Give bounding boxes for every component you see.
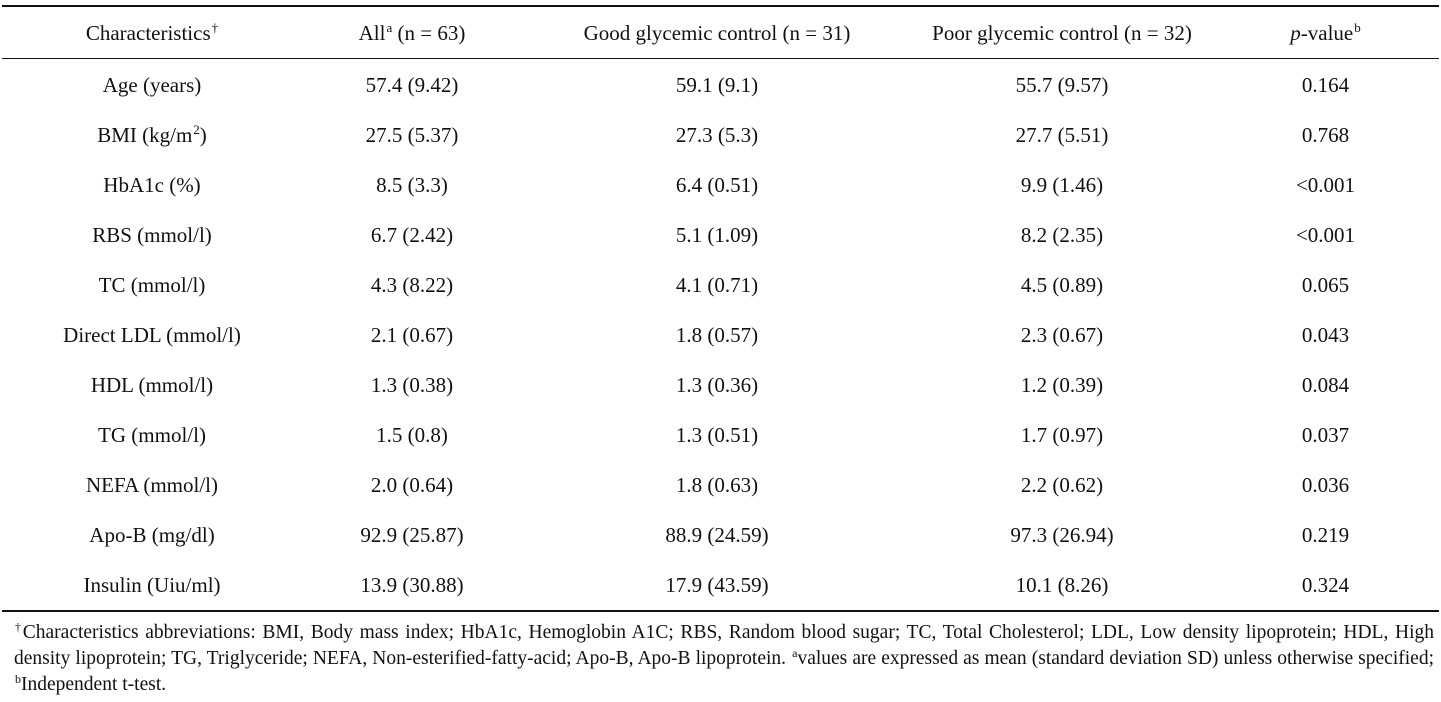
- cell-p-value: <0.001: [1295, 172, 1356, 197]
- table-row: [2, 410, 1439, 460]
- table-header-row: [2, 8, 1439, 58]
- cell-poor-control: 1.2 (0.39): [1020, 372, 1104, 397]
- cell-p-value: 0.036: [1301, 472, 1350, 497]
- cell-good-control: 5.1 (1.09): [675, 222, 759, 247]
- cell-good-control: 6.4 (0.51): [675, 172, 759, 197]
- cell-p-value: <0.001: [1295, 222, 1356, 247]
- cell-poor-control: 2.2 (0.62): [1020, 472, 1104, 497]
- cell-poor-control: 4.5 (0.89): [1020, 272, 1104, 297]
- cell-all: 2.0 (0.64): [370, 472, 454, 497]
- cell-p-value: 0.219: [1301, 522, 1350, 547]
- header-characteristics: Characteristics †: [85, 20, 219, 45]
- header-all: All $^a$ (n = 63): [358, 20, 466, 45]
- cell-poor-control: 10.1 (8.26): [1015, 572, 1109, 597]
- cell-poor-control: 55.7 (9.57): [1015, 72, 1109, 97]
- cell-p-value: 0.164: [1301, 72, 1350, 97]
- row-label: BMI (kg/m $^2$ ): [97, 122, 207, 147]
- cell-good-control: 4.1 (0.71): [675, 272, 759, 297]
- cell-p-value: 0.065: [1301, 272, 1350, 297]
- cell-all: 13.9 (30.88): [360, 572, 464, 597]
- cell-all: 1.3 (0.38): [370, 372, 454, 397]
- cell-poor-control: 1.7 (0.97): [1020, 422, 1104, 447]
- cell-poor-control: 8.2 (2.35): [1020, 222, 1104, 247]
- cell-poor-control: 2.3 (0.67): [1020, 322, 1104, 347]
- row-label: NEFA (mmol/l): [85, 472, 219, 497]
- cell-all: 27.5 (5.37): [365, 122, 459, 147]
- header-good-control: Good glycemic control (n = 31): [583, 20, 851, 45]
- cell-good-control: 1.3 (0.51): [675, 422, 759, 447]
- cell-good-control: 1.8 (0.63): [675, 472, 759, 497]
- cell-p-value: 0.043: [1301, 322, 1350, 347]
- cell-good-control: 1.8 (0.57): [675, 322, 759, 347]
- row-label: Age (years): [102, 72, 202, 97]
- cell-all: 2.1 (0.67): [370, 322, 454, 347]
- table-row: [2, 110, 1439, 160]
- row-label: HbA1c (%): [103, 172, 201, 197]
- header-poor-control: Poor glycemic control (n = 32): [932, 20, 1192, 45]
- table-top-rule: [2, 5, 1439, 7]
- table-row: [2, 560, 1439, 610]
- cell-all: 8.5 (3.3): [376, 172, 448, 197]
- cell-good-control: 59.1 (9.1): [675, 72, 759, 97]
- row-label: HDL (mmol/l): [90, 372, 214, 397]
- table-header-rule: [2, 58, 1439, 59]
- cell-all: 4.3 (8.22): [370, 272, 454, 297]
- cell-poor-control: 97.3 (26.94): [1010, 522, 1114, 547]
- table-row: [2, 260, 1439, 310]
- cell-good-control: 27.3 (5.3): [675, 122, 759, 147]
- row-label: Apo-B (mg/dl): [89, 522, 215, 547]
- cell-p-value: 0.324: [1301, 572, 1350, 597]
- table-bottom-rule: [2, 610, 1439, 612]
- row-label: TC (mmol/l): [98, 272, 206, 297]
- table-row: [2, 360, 1439, 410]
- cell-good-control: 17.9 (43.59): [665, 572, 769, 597]
- row-label: TG (mmol/l): [98, 422, 206, 447]
- table-row: [2, 510, 1439, 560]
- row-label: RBS (mmol/l): [92, 222, 212, 247]
- cell-poor-control: 9.9 (1.46): [1020, 172, 1104, 197]
- cell-p-value: 0.084: [1301, 372, 1350, 397]
- cell-all: 1.5 (0.8): [376, 422, 448, 447]
- table-row: [2, 310, 1439, 360]
- cell-good-control: 88.9 (24.59): [665, 522, 769, 547]
- cell-all: 92.9 (25.87): [360, 522, 464, 547]
- table-footnote: †Characteristics abbreviations: BMI, Body mass index; HbA1c, Hemoglobin A1C; RBS, Random blood sugar; TC, Total Cholesterol; LDL, Low density lipoprotein; HDL, High density lipoprotein; TG, Triglyceride; NEFA, Non-esterified-fatty-acid; Apo-B, Apo-B lipoprotein. $^a$values are expressed as mean (standard deviation SD) unless otherwise specified; $^b$Independent t-test.: [14, 620, 1434, 695]
- table-row: [2, 210, 1439, 260]
- row-label: Insulin (Uiu/ml): [83, 572, 221, 597]
- cell-poor-control: 27.7 (5.51): [1015, 122, 1109, 147]
- table-row: [2, 60, 1439, 110]
- header-p-value: p -value $^b$: [1290, 20, 1361, 45]
- cell-good-control: 1.3 (0.36): [675, 372, 759, 397]
- table-row: [2, 460, 1439, 510]
- cell-p-value: 0.768: [1301, 122, 1350, 147]
- table-row: [2, 160, 1439, 210]
- row-label: Direct LDL (mmol/l): [63, 322, 241, 347]
- cell-p-value: 0.037: [1301, 422, 1350, 447]
- cell-all: 57.4 (9.42): [365, 72, 459, 97]
- cell-all: 6.7 (2.42): [370, 222, 454, 247]
